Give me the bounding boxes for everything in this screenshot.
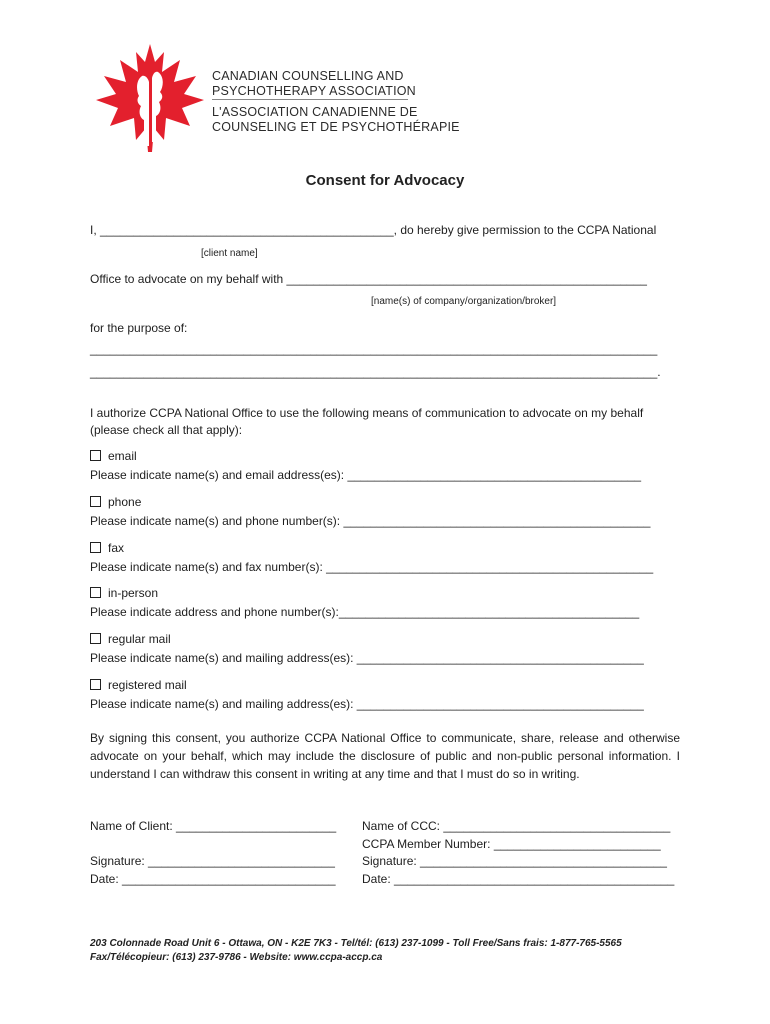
option-phone[interactable] xyxy=(90,494,141,510)
option-regular-mail[interactable] xyxy=(90,631,171,647)
option-fax-detail[interactable]: Please indicate name(s) and fax number(s): _________________________________________________ xyxy=(90,560,654,574)
option-email[interactable] xyxy=(90,448,137,464)
page-title: Consent for Advocacy xyxy=(305,172,465,189)
purpose-label: for the purpose of: xyxy=(90,321,188,335)
ccpa-member-number-field[interactable]: CCPA Member Number: _________________________ xyxy=(362,837,661,851)
checkbox-icon[interactable] xyxy=(90,679,101,690)
option-in-person-detail[interactable]: Please indicate address and phone number(s):_____________________________________________ xyxy=(90,605,640,619)
purpose-line-1[interactable]: _____________________________________________________________________________________ xyxy=(90,342,658,356)
client-name-hint: [client name] xyxy=(201,248,258,259)
org-name-fr-1: L'ASSOCIATION CANADIENNE DE xyxy=(212,105,418,119)
option-label: regular mail xyxy=(108,632,171,646)
option-email-detail[interactable]: Please indicate name(s) and email address(es): ____________________________________________ xyxy=(90,468,642,482)
ccpa-logo-icon xyxy=(92,42,210,154)
footer-address: 203 Colonnade Road Unit 6 - Ottawa, ON - K2E 7K3 - Tel/tél: (613) 237-1099 - Toll Free/Sans frais: 1-877-765-5565 xyxy=(90,938,622,949)
option-registered-mail[interactable] xyxy=(90,677,187,693)
footer-contact: Fax/Télécopieur: (613) 237-9786 - Website: www.ccpa-accp.ca xyxy=(90,952,383,963)
client-name-field[interactable]: I, ____________________________________________, do hereby give permission to the CCPA National xyxy=(90,223,657,237)
option-label: phone xyxy=(108,495,142,509)
client-signature-field[interactable]: Signature: ____________________________ xyxy=(90,854,335,868)
option-registered-mail-detail[interactable]: Please indicate name(s) and mailing address(es): ___________________________________________ xyxy=(90,697,644,711)
checkbox-icon[interactable] xyxy=(90,450,101,461)
client-name-signature-field[interactable]: Name of Client: ________________________ xyxy=(90,819,337,833)
option-fax[interactable] xyxy=(90,540,124,556)
org-name-en-2: PSYCHOTHERAPY ASSOCIATION xyxy=(212,84,416,98)
option-label: email xyxy=(108,449,137,463)
org-name-en-1: CANADIAN COUNSELLING AND xyxy=(212,69,404,83)
org-name-fr-2: COUNSELING ET DE PSYCHOTHÉRAPIE xyxy=(212,120,460,134)
org-divider xyxy=(212,99,408,100)
purpose-line-2[interactable]: _____________________________________________________________________________________. xyxy=(90,365,661,379)
consent-paragraph: By signing this consent, you authorize CCPA National Office to communicate, share, release and otherwise advocate on your behalf, which may include the disclosure of public and non-public personal information. I understand I can withdraw this consent in writing at any time and that I must do so in writing. xyxy=(90,731,680,781)
option-label: in-person xyxy=(108,586,159,600)
option-label: registered mail xyxy=(108,678,187,692)
authorize-text-1: I authorize CCPA National Office to use the following means of communication to advocate on my behalf xyxy=(90,406,644,420)
checkbox-icon[interactable] xyxy=(90,496,101,507)
checkbox-icon[interactable] xyxy=(90,587,101,598)
option-in-person[interactable] xyxy=(90,585,158,601)
checkbox-icon[interactable] xyxy=(90,633,101,644)
option-phone-detail[interactable]: Please indicate name(s) and phone number(s): ______________________________________________ xyxy=(90,514,651,528)
company-hint: [name(s) of company/organization/broker] xyxy=(371,296,557,307)
ccc-name-field[interactable]: Name of CCC: __________________________________ xyxy=(362,819,671,833)
checkbox-icon[interactable] xyxy=(90,542,101,553)
ccc-date-field[interactable]: Date: __________________________________________ xyxy=(362,872,675,886)
option-regular-mail-detail[interactable]: Please indicate name(s) and mailing address(es): ___________________________________________ xyxy=(90,651,644,665)
company-field[interactable]: Office to advocate on my behalf with ______________________________________________________ xyxy=(90,272,647,286)
ccc-signature-field[interactable]: Signature: _____________________________________ xyxy=(362,854,667,868)
authorize-text-2: (please check all that apply): xyxy=(90,423,243,437)
client-date-field[interactable]: Date: ________________________________ xyxy=(90,872,336,886)
option-label: fax xyxy=(108,541,125,555)
